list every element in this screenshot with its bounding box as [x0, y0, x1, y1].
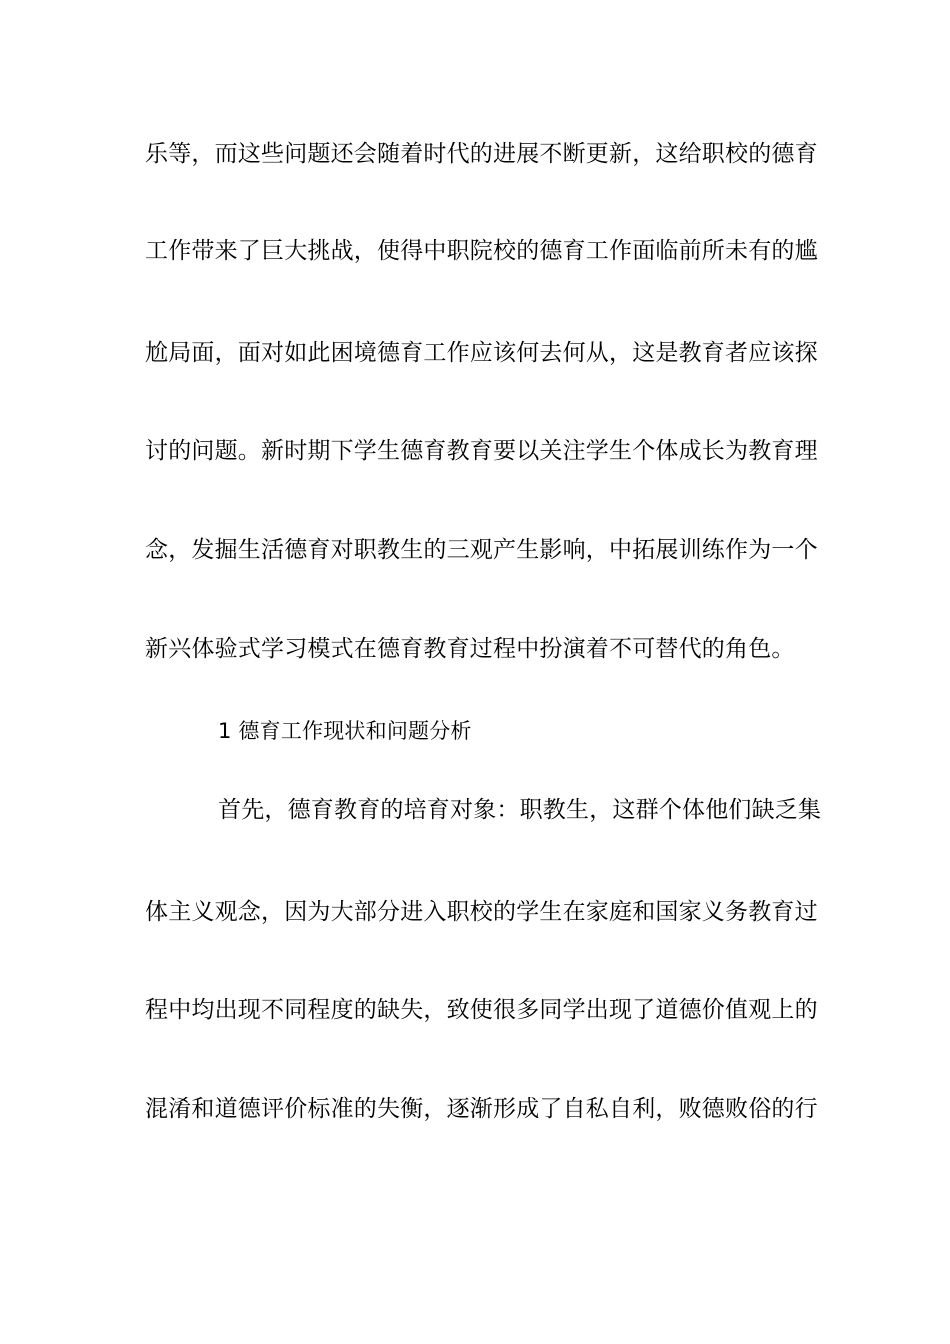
- paragraph-2-line-4: 混淆和道德评价标准的失衡，逐渐形成了自私自利，败德败俗的行: [145, 1096, 818, 1122]
- paragraph-1-line-2: 工作带来了巨大挑战，使得中职院校的德育工作面临前所未有的尴: [145, 238, 818, 264]
- paragraph-1-line-1: 乐等，而这些问题还会随着时代的进展不断更新，这给职校的德育: [145, 141, 818, 167]
- section-heading: 1 德育工作现状和问题分析: [218, 719, 472, 743]
- paragraph-1-line-6: 新兴体验式学习模式在德育教育过程中扮演着不可替代的角色。: [145, 636, 795, 662]
- paragraph-2-line-3: 程中均出现不同程度的缺失，致使很多同学出现了道德价值观上的: [145, 997, 818, 1023]
- paragraph-1-line-5: 念，发掘生活德育对职教生的三观产生影响，中拓展训练作为一个: [145, 537, 818, 563]
- paragraph-1-line-3: 尬局面，面对如此困境德育工作应该何去何从，这是教育者应该探: [145, 340, 818, 366]
- paragraph-2-line-2: 体主义观念，因为大部分进入职校的学生在家庭和国家义务教育过: [145, 899, 818, 925]
- paragraph-1-line-4: 讨的问题。新时期下学生德育教育要以关注学生个体成长为教育理: [145, 438, 818, 464]
- paragraph-2-line-1: 首先，德育教育的培育对象：职教生，这群个体他们缺乏集: [218, 797, 822, 823]
